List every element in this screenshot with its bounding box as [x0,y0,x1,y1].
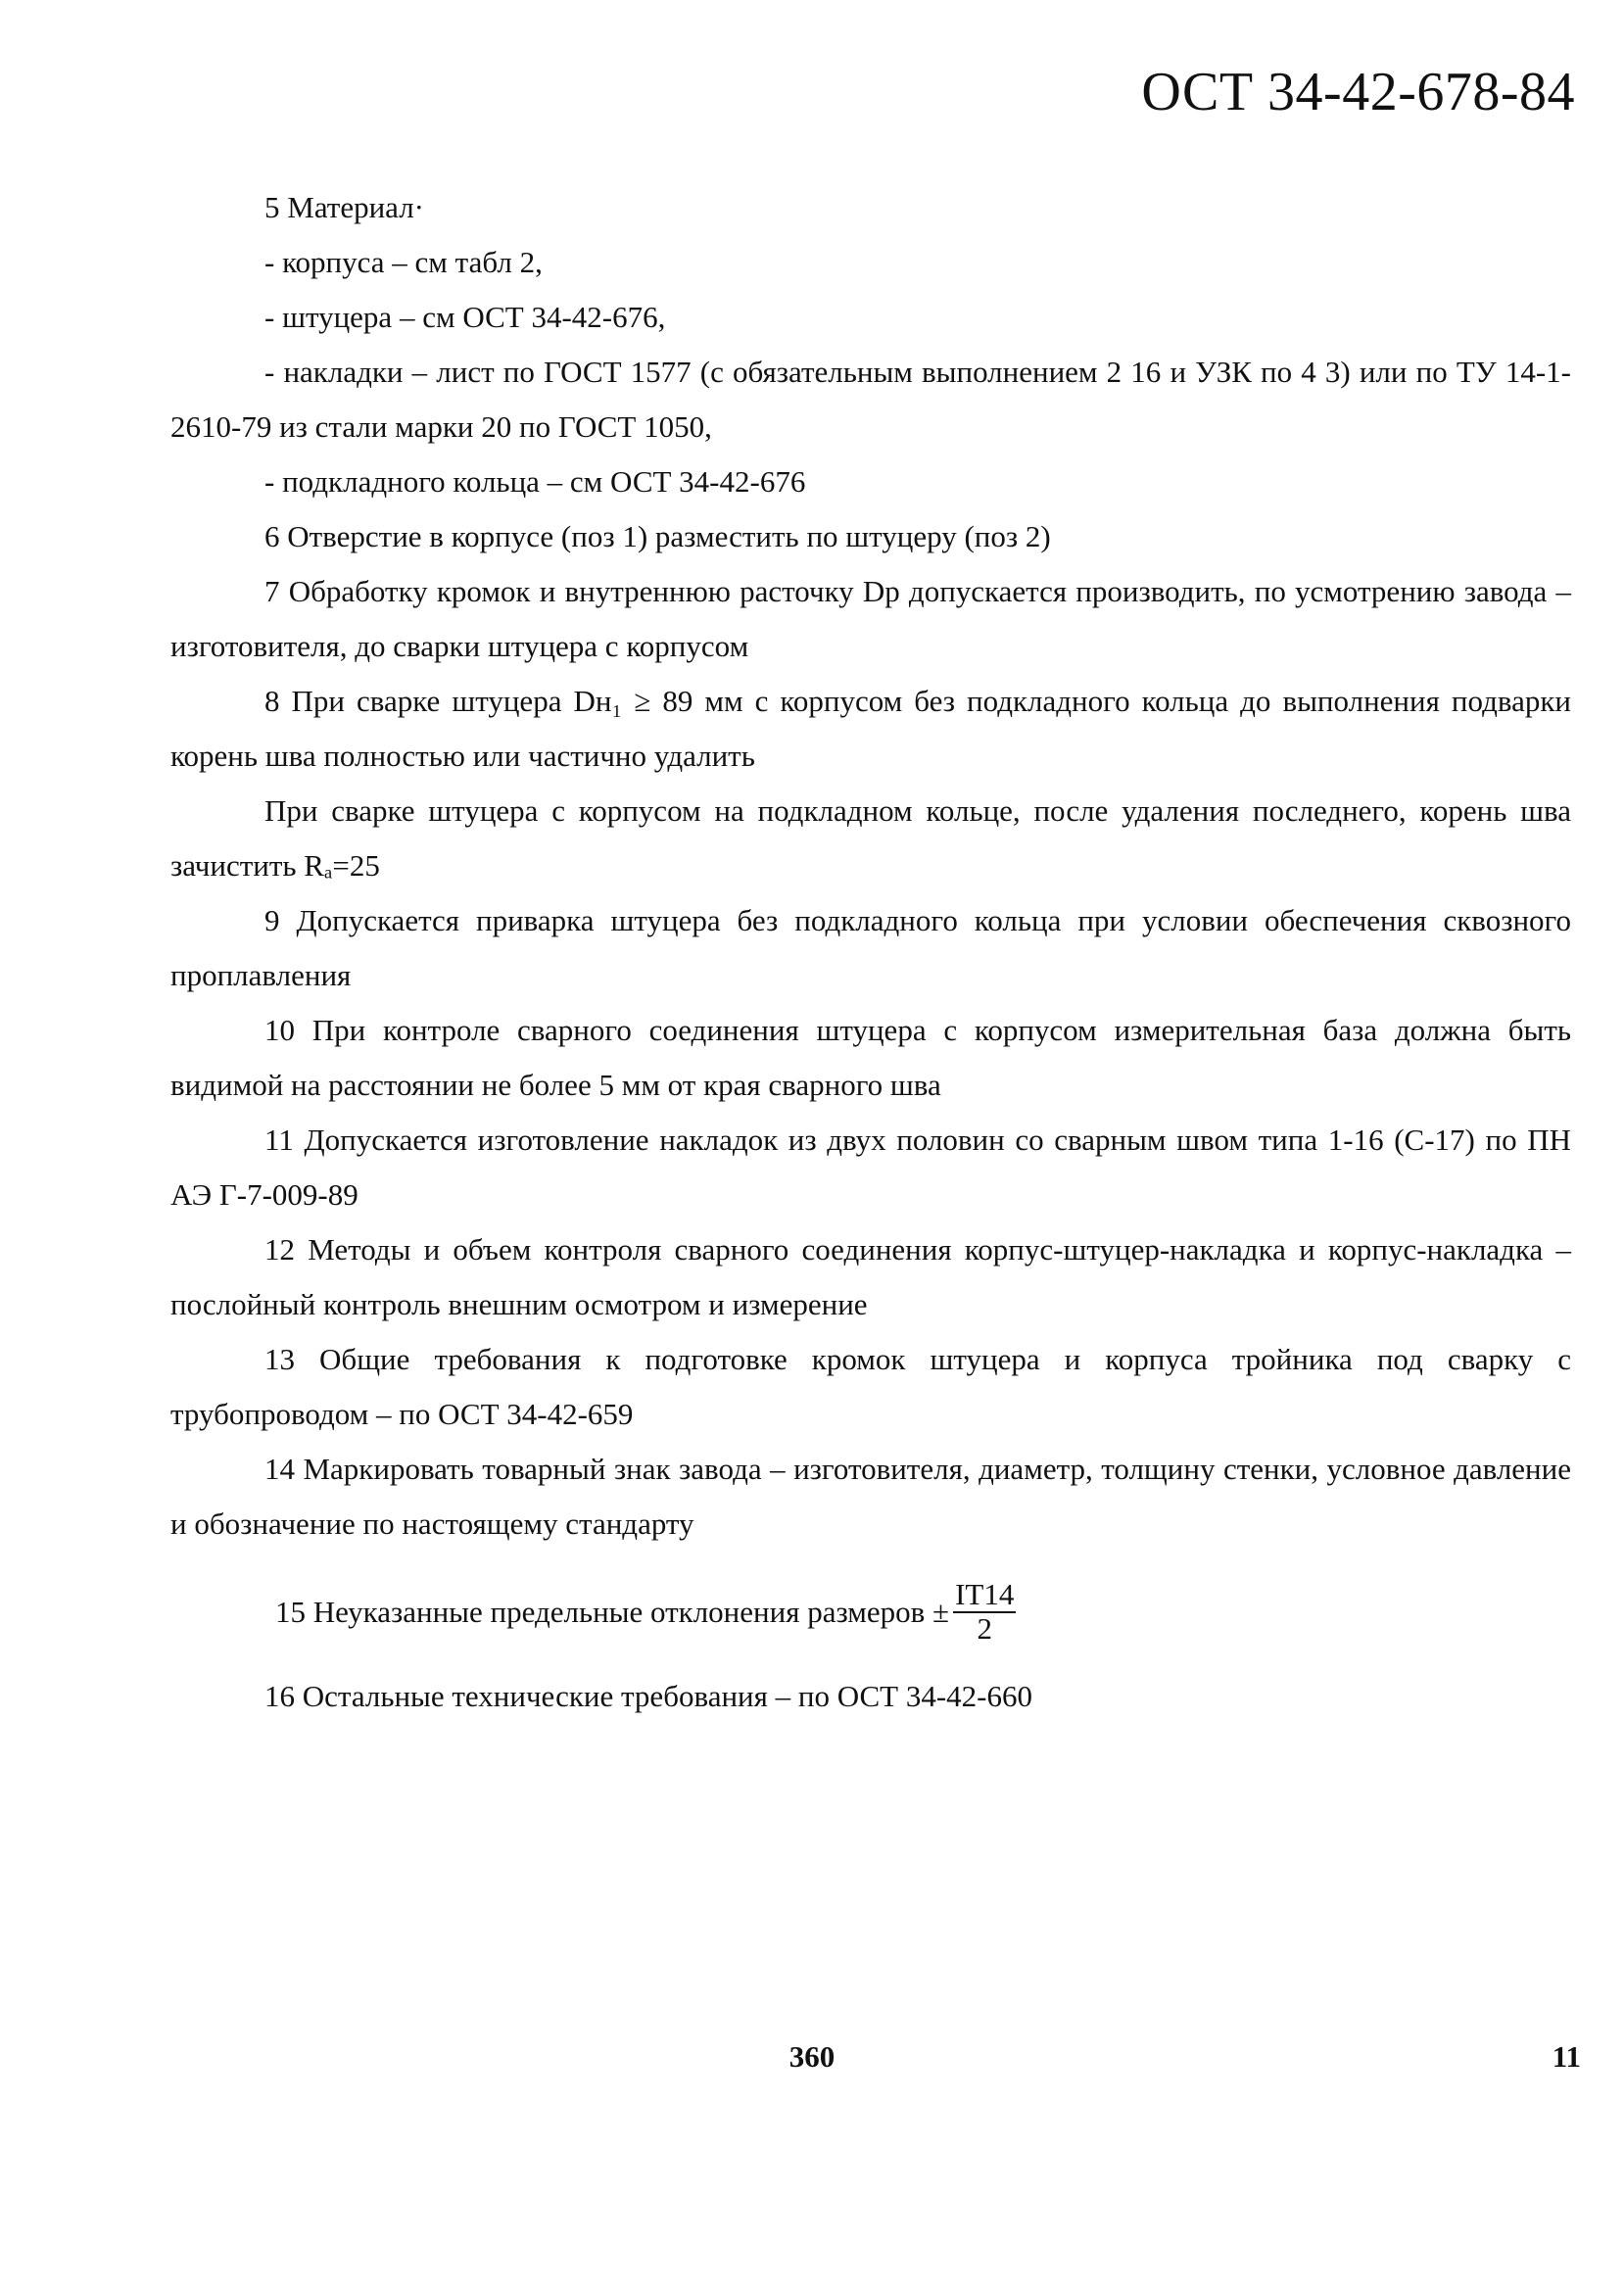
fraction-denominator: 2 [977,1611,992,1646]
tolerance-fraction [953,1579,1016,1645]
paragraph-14: 14 Маркировать товарный знак завода – изготовителя, диаметр, толщину стенки, условное давление и обозначение по настоящему стандарту [170,1452,1571,1541]
paragraph-6: 6 Отверстие в корпусе (поз 1) разместить по штуцеру (поз 2) [264,519,1051,553]
paragraph-material-heading: 5 Материал· [264,190,424,224]
paragraph-16: 16 Остальные технические требования – по ОСТ 34-42-660 [264,1679,1033,1713]
paragraph-material-fitting: - штуцера – см ОСТ 34-42-676, [264,300,666,334]
fraction-numerator: IT14 [955,1577,1015,1612]
paragraph-material-backing-ring: - подкладного кольца – см ОСТ 34-42-676 [264,464,806,499]
sheet-number: 11 [1552,2039,1581,2074]
paragraph-12: 12 Методы и объем контроля сварного соединения корпус-штуцер-накладка и корпус-накладка – послойный контроль внешним осмотром и измерение [170,1232,1571,1321]
paragraph-11: 11 Допускается изготовление накладок из двух половин со сварным швом типа 1-16 (С-17) по ПН АЭ Г-7-009-89 [170,1123,1571,1212]
paragraph-7: 7 Обработку кромок и внутреннюю расточку Dр допускается производить, по усмотрению завода – изготовителя, до сварки штуцера с корпусом [170,574,1571,663]
paragraph-material-pad: - накладки – лист по ГОСТ 1577 (с обязательным выполнением 2 16 и УЗК по 4 3) или по ТУ 14-1-2610-79 из стали марки 20 по ГОСТ 1050, [170,355,1571,444]
paragraph-10: 10 При контроле сварного соединения штуцера с корпусом измерительная база должна быть видимой на расстоянии не более 5 мм от края сварного шва [170,1013,1571,1102]
document-code: ОСТ 34-42-678-84 [1141,62,1575,122]
paragraph-8: 8 При сварке штуцера Dн₁ ≥ 89 мм с корпусом без подкладного кольца до выполнения подварки корень шва полностью или частично удалить [170,684,1571,773]
paragraph-13: 13 Общие требования к подготовке кромок штуцера и корпуса тройника под сварку с трубопроводом – по ОСТ 34-42-659 [170,1342,1571,1431]
paragraph-9: 9 Допускается приварка штуцера без подкладного кольца при условии обеспечения сквозного проплавления [170,903,1571,992]
paragraph-8-continued: При сварке штуцера с корпусом на подкладном кольце, после удаления последнего, корень шва зачистить Rₐ=25 [170,793,1571,883]
requirements-text [170,180,1571,1724]
paragraph-15-tolerance [170,1565,1571,1659]
page-number: 360 [788,2039,836,2074]
tolerance-text: 15 Неуказанные предельные отклонения размеров ± [275,1595,950,1629]
paragraph-material-body: - корпуса – см табл 2, [264,245,543,279]
